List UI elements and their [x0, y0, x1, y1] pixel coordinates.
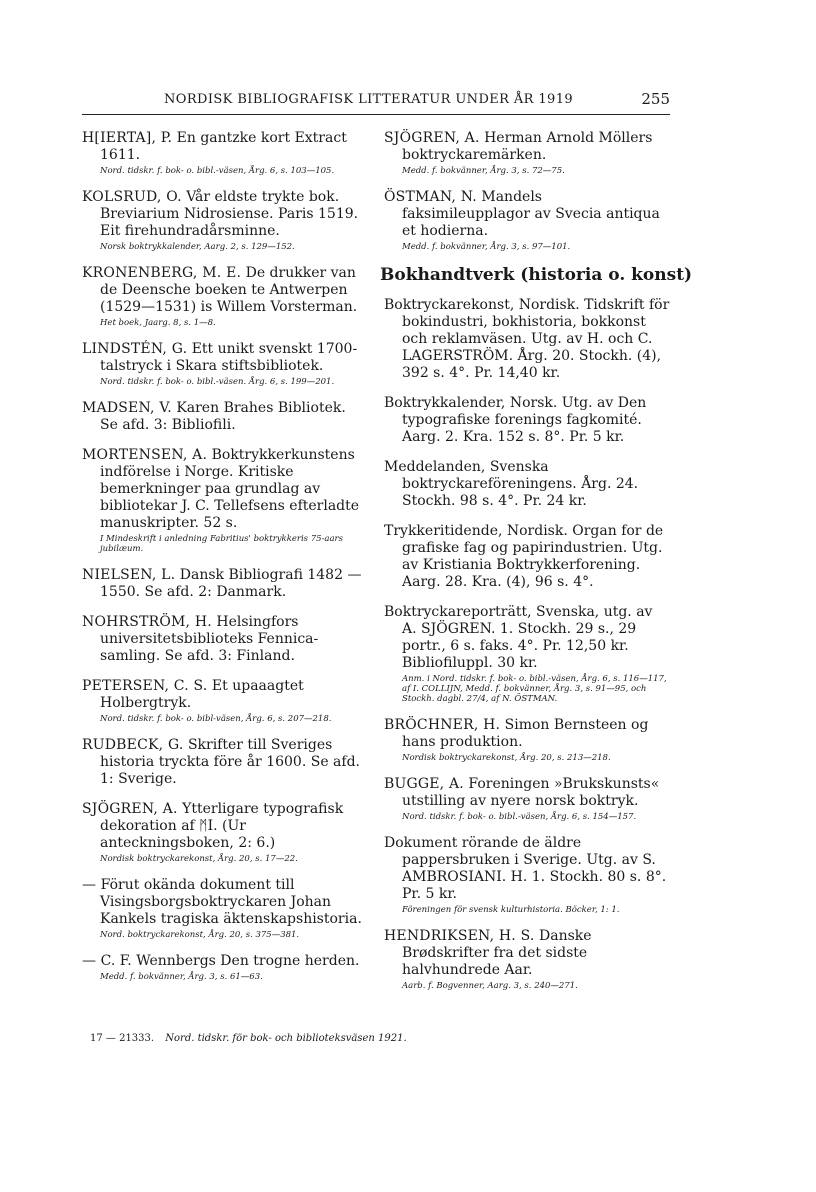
entry-title: Boktrykkalender, Norsk. Utg. av Den typografiske forenings fagkomité. Aarg. 2. Kra. 152 s. 8°. Pr. 5 kr. [384, 395, 647, 445]
entry-author: H[IERTA], P. [82, 130, 173, 146]
entry-reference: I Mindeskrift i anledning Fabritius' boktrykkeris 75-aars jubilæum. [100, 534, 343, 554]
entry-title: Boktryckarekonst, Nordisk. Tidskrift för bokindustri, bokhistoria, bokkonst och reklamväsen. Utg. av H. och C. LAGERSTRÖM. Årg. 20. Stockh. (4), 392 s. 4°. Pr. 14,40 kr. [384, 297, 670, 381]
bibliography-entry [82, 130, 365, 176]
entry-reference: Nord. boktryckarekonst, Årg. 20, s. 375—381. [100, 930, 300, 940]
bibliography-entry [82, 953, 365, 982]
entry-reference: Nordisk boktryckarekonst, Årg. 20, s. 213—218. [402, 753, 611, 763]
entry-title: Et upaaagtet Holbergtryk. [100, 678, 304, 711]
bibliography-entry [82, 614, 365, 665]
bibliography-entry [384, 604, 670, 704]
entry-title: Meddelanden, Svenska boktryckareföreningens. Årg. 24. Stockh. 98 s. 4°. Pr. 24 kr. [384, 459, 639, 509]
bibliography-entry [82, 341, 365, 387]
entry-author: — [82, 877, 97, 893]
bibliography-entry [384, 928, 670, 991]
entry-reference: Nord. tidskr. f. bok- o. bibl-väsen, Årg. 6, s. 207—218. [100, 714, 332, 724]
bibliography-entry [384, 395, 670, 446]
bibliography-entry [82, 567, 365, 601]
entry-title: Foreningen »Brukskunsts« utstilling av nyere norsk boktryk. [402, 776, 660, 809]
entry-title: Vår eldste trykte bok. Breviarium Nidrosiense. Paris 1519. Eit firehundradårsminne. [100, 189, 359, 239]
bibliography-entry [384, 297, 670, 382]
right-column [380, 130, 693, 1004]
bibliography-entry [82, 877, 365, 940]
entry-reference: Anm. i Nord. tidskr. f. bok- o. bibl.-väsen, Årg. 6, s. 116—117, af I. COLLIJN, Medd. f. bokvänner, Årg. 3, s. 91—95, och Stockh. dagbl. 27/4, af N. ÖSTMAN. [402, 674, 667, 704]
entry-title: Dansk Bibliografi 1482 —1550. Se afd. 2: Danmark. [100, 567, 362, 600]
bibliography-entry [82, 678, 365, 724]
entry-title: De drukker van de Deensche boeken te Antwerpen (1529—1531) is Willem Vorsterman. [100, 265, 358, 315]
bibliography-entry [384, 776, 670, 822]
entry-author: NOHRSTRÖM, H. [82, 614, 212, 630]
entry-author: MORTENSEN, A. [82, 447, 208, 463]
entry-author: ÖSTMAN, N. [384, 189, 477, 205]
right-column-entries-top [384, 130, 670, 252]
entry-reference: Nord. tidskr. f. bok- o. bibl.-väsen. Årg. 6, s. 199—201. [100, 377, 335, 387]
entry-title: Helsingfors universitetsbiblioteks Fennica-samling. Se afd. 3: Finland. [100, 614, 319, 664]
entry-title: Trykkeritidende, Nordisk. Organ for de grafiske fag og papirindustrien. Utg. av Kristiania Boktrykkerforening. Aarg. 28. Kra. (4), 96 s. 4°. [384, 523, 664, 590]
entry-author: KRONENBERG, M. E. [82, 265, 242, 281]
entry-author: — [82, 953, 97, 969]
entry-reference: Norsk boktrykkalender, Aarg. 2, s. 129—152. [100, 242, 295, 252]
bibliography-entry [384, 130, 670, 176]
entry-author: MADSEN, V. [82, 400, 172, 416]
bibliography-entry [82, 400, 365, 434]
entry-author: LINDSTÉN, G. [82, 341, 188, 357]
entry-reference: Föreningen för svensk kulturhistoria. Böcker, 1: 1. [402, 905, 620, 915]
bibliography-entry [82, 801, 365, 864]
entry-title: En gantzke kort Extract 1611. [100, 130, 347, 163]
entry-title: Danske Brødskrifter fra det sidste halvhundrede Aar. [402, 928, 592, 978]
printer-signature: 17 — 21333. [90, 1033, 155, 1044]
entry-reference: Nord. tidskr. f. bok- o. bibl.-väsen, Årg. 6, s. 154—157. [402, 812, 637, 822]
page-number: 255 [641, 90, 670, 108]
entry-title: Ytterligare typografisk dekoration af ᛗI. (Ur anteckningsboken, 2: 6.) [100, 801, 344, 851]
bibliography-entry [384, 835, 670, 915]
running-title: NORDISK BIBLIOGRAFISK LITTERATUR UNDER ÅR 1919 [164, 92, 574, 107]
entry-author: RUDBECK, G. [82, 737, 184, 753]
entry-title: Herman Arnold Möllers boktryckaremärken. [402, 130, 653, 163]
entry-author: PETERSEN, C. S. [82, 678, 208, 694]
journal-footer: Nord. tidskr. för bok- och biblioteksväsen 1921. [165, 1033, 407, 1044]
page-header [82, 92, 670, 115]
entry-title: Simon Bernsteen og hans produktion. [402, 717, 649, 750]
entry-title: Karen Brahes Bibliotek. Se afd. 3: Bibliofili. [100, 400, 346, 433]
entry-title: C. F. Wennbergs Den trogne herden. [100, 953, 360, 969]
entry-title: Dokument rörande de äldre pappersbruken i Sverige. Utg. av S. AMBROSIANI. H. 1. Stockh. 80 s. 8°. Pr. 5 kr. [384, 835, 667, 902]
bibliography-entry [384, 459, 670, 510]
entry-title: Ett unikt svenskt 1700-talstryck i Skara stiftsbibliotek. [100, 341, 358, 374]
entry-reference: Medd. f. bokvänner, Årg. 3, s. 97—101. [402, 242, 571, 252]
entry-reference: Nord. tidskr. f. bok- o. bibl.-väsen, Årg. 6, s. 103—105. [100, 166, 335, 176]
left-column [82, 130, 365, 995]
entry-title: Förut okända dokument till Visingsborgsboktryckaren Johan Kankels tragiska äktenskapshistoria. [100, 877, 362, 927]
bibliography-entry [384, 189, 670, 252]
bibliography-entry [384, 523, 670, 591]
entry-author: HENDRIKSEN, H. S. [384, 928, 535, 944]
entry-reference: Medd. f. bokvänner, Årg. 3, s. 61—63. [100, 972, 263, 982]
entry-title: Boktrykkerkunstens indförelse i Norge. Kritiske bemerkninger paa grundlag av bibliotekar J. C. Tellefsens efterladte manuskripter. 52 s. [100, 447, 360, 531]
entry-reference: Het boek, Jaarg. 8, s. 1—8. [100, 318, 216, 328]
entry-author: BRÖCHNER, H. [384, 717, 501, 733]
bibliography-entry [384, 717, 670, 763]
entry-title: Skrifter till Sveriges historia tryckta före år 1600. Se afd. 1: Sverige. [100, 737, 360, 787]
bibliography-entry [82, 447, 365, 554]
entry-author: SJÖGREN, A. [82, 801, 178, 817]
entry-title: Mandels faksimileupplagor av Svecia antiqua et hodierna. [402, 189, 660, 239]
entry-author: KOLSRUD, O. [82, 189, 182, 205]
bibliography-entry [82, 265, 365, 328]
entry-author: SJÖGREN, A. [384, 130, 480, 146]
entry-reference: Medd. f. bokvänner, Årg. 3, s. 72—75. [402, 166, 565, 176]
entry-reference: Aarb. f. Bogvenner, Aarg. 3, s. 240—271. [402, 981, 578, 991]
bibliography-entry [82, 737, 365, 788]
entry-title: Boktryckareporträtt, Svenska, utg. av A. SJÖGREN. 1. Stockh. 29 s., 29 portr., 6 s. faks. 4°. Pr. 12,50 kr. Bibliofiluppl. 30 kr. [384, 604, 653, 671]
entry-reference: Nordisk boktryckarekonst, Årg. 20, s. 17—22. [100, 854, 298, 864]
section-heading: Bokhandtverk (historia o. konst) [380, 265, 693, 285]
entry-author: NIELSEN, L. [82, 567, 176, 583]
right-column-entries-bottom [384, 297, 670, 991]
page-footer [90, 1033, 670, 1044]
bibliography-entry [82, 189, 365, 252]
entry-author: BUGGE, A. [384, 776, 464, 792]
